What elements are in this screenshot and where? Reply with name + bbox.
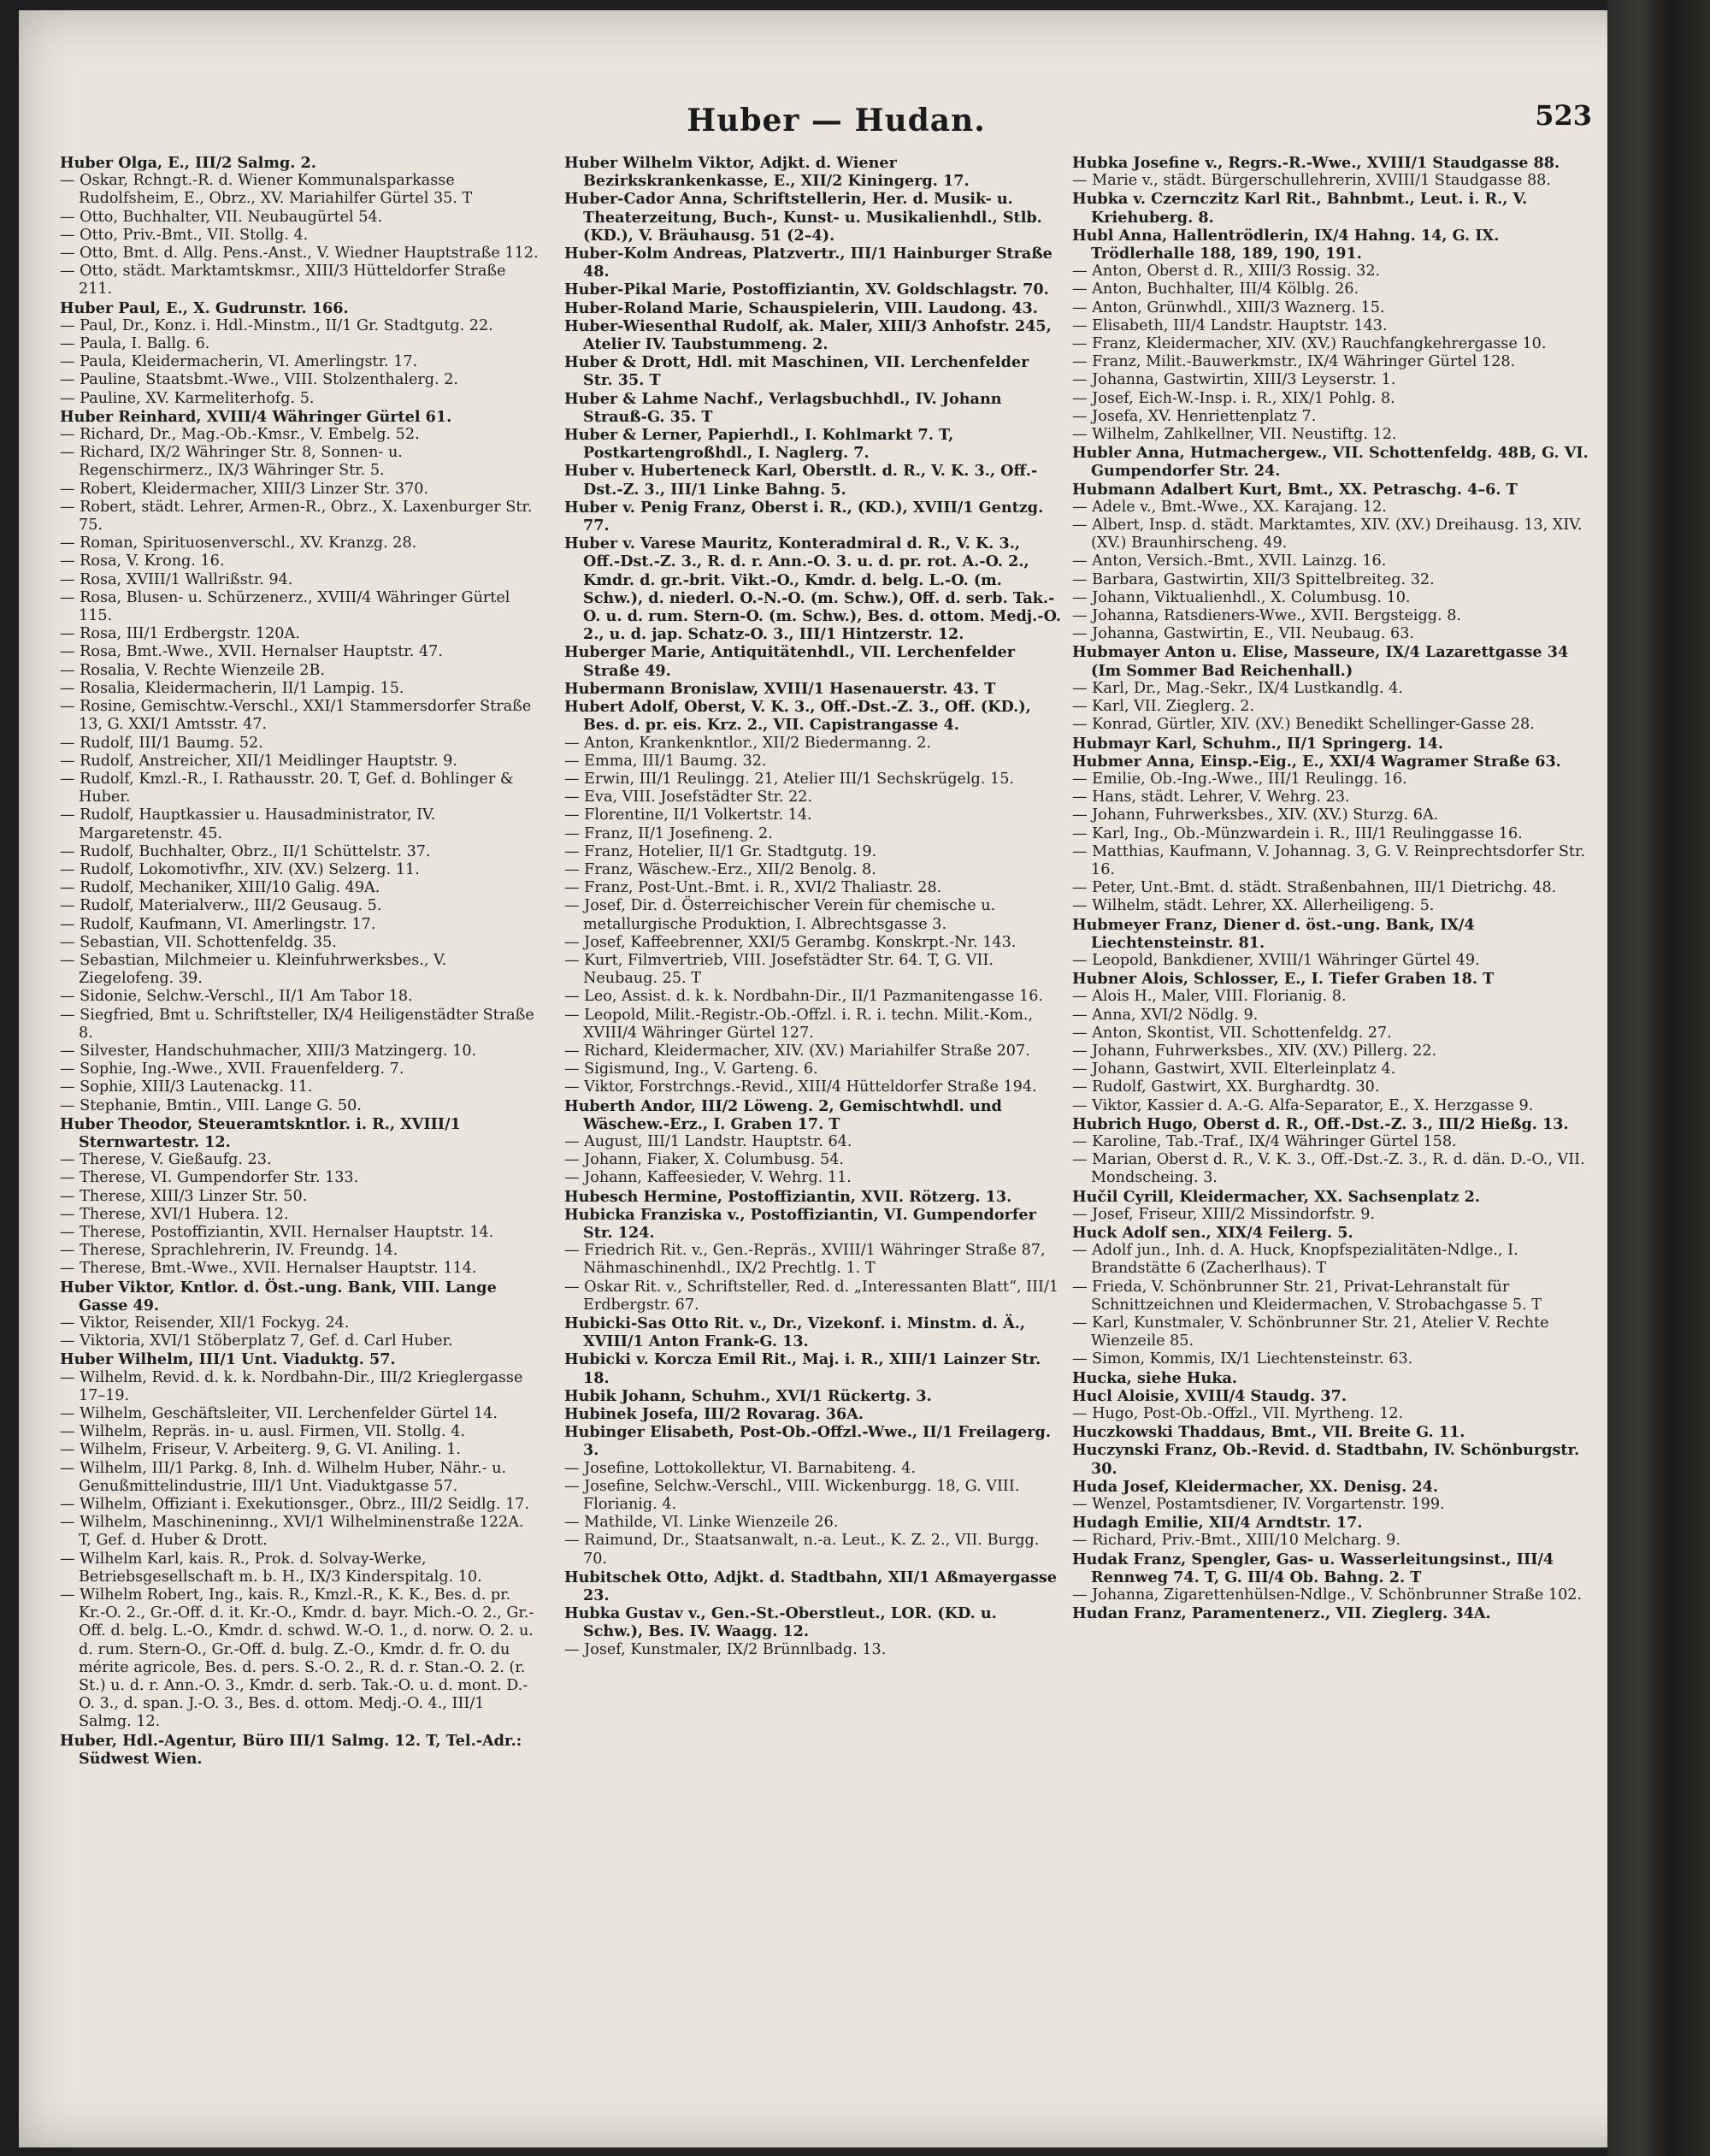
directory-entry: — Rudolf, Buchhalter, Obrz., II/1 Schüttelstr. 37. <box>60 842 431 860</box>
directory-entry: — Karl, Dr., Mag.-Sekr., IX/4 Lustkandlg. 4. <box>1072 679 1403 697</box>
directory-entry: — Josef, Kaffeebrenner, XXI/5 Gerambg. Konskrpt.-Nr. 143. <box>564 933 1017 951</box>
directory-entry: Hubmayer Anton u. Elise, Masseure, IX/4 Lazarettgasse 34 (Im Sommer Bad Reichenhall.) <box>1072 643 1569 680</box>
directory-entry: — Erwin, III/1 Reulingg. 21, Atelier III/1 Sechskrügelg. 15. <box>564 770 1014 788</box>
directory-entry: — Franz, Post-Unt.-Bmt. i. R., XVI/2 Thaliastr. 28. <box>564 879 942 897</box>
directory-entry: — Karl, Ing., Ob.-Münzwardein i. R., III/1 Reulinggasse 16. <box>1072 824 1523 842</box>
directory-entry: Hubicki-Sas Otto Rit. v., Dr., Vizekonf. i. Minstm. d. Ä., XVIII/1 Anton Frank-G. 13. <box>564 1314 1026 1351</box>
directory-entry: — Rosa, III/1 Erdbergstr. 120A. <box>60 625 300 643</box>
directory-entry: Huber Theodor, Steueramtskntlor. i. R., XVIII/1 Sternwartestr. 12. <box>60 1114 461 1151</box>
directory-entry: Hubka v. Czernczitz Karl Rit., Bahnbmt., Leut. i. R., V. Kriehuberg. 8. <box>1072 190 1528 227</box>
directory-entry: — Frieda, V. Schönbrunner Str. 21, Privat-Lehranstalt für Schnittzeichnen und Kleidermachen, V. Strobachgasse 5. T <box>1072 1278 1542 1314</box>
directory-entry: — Karl, Kunstmaler, V. Schönbrunner Str. 21, Atelier V. Rechte Wienzeile 85. <box>1072 1314 1549 1350</box>
directory-entry: — Rosalia, Kleidermacherin, II/1 Lampig. 15. <box>60 679 404 697</box>
directory-entry: — Wilhelm, Zahlkellner, VII. Neustiftg. 12. <box>1072 426 1397 444</box>
directory-entry: — Franz, II/1 Josefineng. 2. <box>564 824 773 842</box>
directory-entry: — Viktor, Kassier d. A.-G. Alfa-Separator, E., X. Herzgasse 9. <box>1072 1096 1534 1114</box>
directory-entry: — Richard, Kleidermacher, XIV. (XV.) Mariahilfer Straße 207. <box>564 1042 1030 1060</box>
directory-entry: Hubmayr Karl, Schuhm., II/1 Springerg. 14. <box>1072 734 1443 753</box>
directory-entry: — Therese, Bmt.-Wwe., XVII. Hernalser Hauptstr. 114. <box>60 1260 477 1278</box>
running-title: Huber — Hudan. <box>687 103 986 139</box>
directory-entry: — Rudolf, III/1 Baumg. 52. <box>60 734 263 752</box>
directory-entry: — Rudolf, Kmzl.-R., I. Rathausstr. 20. T, Gef. d. Bohlinger & Huber. <box>60 770 514 806</box>
directory-entry: — Josef, Eich-W.-Insp. i. R., XIX/1 Pohlg. 8. <box>1072 389 1395 407</box>
directory-entry: Hubitschek Otto, Adjkt. d. Stadtbahn, XII/1 Aßmayergasse 23. <box>564 1568 1057 1605</box>
directory-entry: — Wilhelm, Revid. d. k. k. Nordbahn-Dir., III/2 Krieglergasse 17–19. <box>60 1368 523 1404</box>
directory-entry: Hubesch Hermine, Postoffiziantin, XVII. Rötzerg. 13. <box>564 1187 1012 1206</box>
directory-entry: — Elisabeth, III/4 Landstr. Hauptstr. 143. <box>1072 316 1388 334</box>
directory-entry: — Therese, XVI/1 Hubera. 12. <box>60 1205 289 1223</box>
directory-entry: — Franz, Milit.-Bauwerkmstr., IX/4 Währinger Gürtel 128. <box>1072 353 1516 371</box>
directory-entry: — Siegfried, Bmt u. Schriftsteller, IX/4 Heiligenstädter Straße 8. <box>60 1006 534 1042</box>
directory-entry: Huber v. Huberteneck Karl, Oberstlt. d. R., V. K. 3., Off.-Dst.-Z. 3., III/1 Linke Bahng. 5. <box>564 462 1038 499</box>
directory-entry: — Anton, Oberst d. R., XIII/3 Rossig. 32. <box>1072 263 1381 281</box>
directory-entry: Hubinger Elisabeth, Post-Ob.-Offzl.-Wwe., II/1 Freilagerg. 3. <box>564 1423 1051 1460</box>
directory-entry: Huber Reinhard, XVIII/4 Währinger Gürtel 61. <box>60 407 452 426</box>
directory-entry: Huberth Andor, III/2 Löweng. 2, Gemischtwhdl. und Wäschew.-Erz., I. Graben 17. T <box>564 1096 1002 1133</box>
directory-entry: — Viktor, Forstrchngs.-Revid., XIII/4 Hütteldorfer Straße 194. <box>564 1078 1037 1096</box>
directory-entry: — Barbara, Gastwirtin, XII/3 Spittelbreiteg. 32. <box>1072 570 1435 588</box>
directory-entry: — Hans, städt. Lehrer, V. Wehrg. 23. <box>1072 789 1350 806</box>
directory-entry: — Johanna, Gastwirtin, XIII/3 Leyserstr. 1. <box>1072 371 1396 389</box>
directory-entry: Huber & Drott, Hdl. mit Maschinen, VII. Lerchenfelder Str. 35. T <box>564 353 1029 390</box>
directory-entry: Hubmeyer Franz, Diener d. öst.-ung. Bank, IX/4 Liechtensteinstr. 81. <box>1072 915 1475 952</box>
directory-entry: — Josef, Friseur, XIII/2 Missindorfstr. 9. <box>1072 1205 1376 1223</box>
directory-entry: — Wilhelm, städt. Lehrer, XX. Allerheiligeng. 5. <box>1072 897 1435 915</box>
directory-entry: — Wenzel, Postamtsdiener, IV. Vorgartenstr. 199. <box>1072 1496 1445 1514</box>
directory-entry: Hubermann Bronislaw, XVIII/1 Hasenauerstr. 43. T <box>564 679 996 698</box>
directory-page <box>19 10 1654 2147</box>
directory-entry: — Wilhelm, Friseur, V. Arbeiterg. 9, G. VI. Aniling. 1. <box>60 1441 462 1459</box>
directory-entry: — Rosa, Blusen- u. Schürzenerz., XVIII/4 Währinger Gürtel 115. <box>60 588 510 625</box>
directory-entry: — Rosa, V. Krong. 16. <box>60 552 225 570</box>
directory-entry: — Rudolf, Kaufmann, VI. Amerlingstr. 17. <box>60 915 376 933</box>
directory-entry: — Johanna, Gastwirtin, E., VII. Neubaug. 63. <box>1072 625 1415 643</box>
directory-entry: — Paul, Dr., Konz. i. Hdl.-Minstm., II/1 Gr. Stadtgutg. 22. <box>60 316 493 334</box>
directory-entry: — Franz, Wäschew.-Erz., XII/2 Benolg. 8. <box>564 860 876 878</box>
directory-entry: Huber Wilhelm, III/1 Unt. Viaduktg. 57. <box>60 1350 396 1369</box>
directory-entry: — Wilhelm, Geschäftsleiter, VII. Lerchenfelder Gürtel 14. <box>60 1405 498 1423</box>
directory-entry: Hubl Anna, Hallentrödlerin, IX/4 Hahng. 14, G. IX. Trödlerhalle 188, 189, 190, 191. <box>1072 226 1500 263</box>
directory-entry: — Josefine, Lottokollektur, VI. Barnabiteng. 4. <box>564 1459 917 1477</box>
directory-entry: Huczkowski Thaddaus, Bmt., VII. Breite G. 11. <box>1072 1423 1465 1442</box>
directory-entry: Hubka Gustav v., Gen.-St.-Oberstleut., LOR. (KD. u. Schw.), Bes. IV. Waagg. 12. <box>564 1604 997 1641</box>
directory-entry: — Johanna, Zigarettenhülsen-Ndlge., V. Schönbrunner Straße 102. <box>1072 1586 1583 1604</box>
directory-entry: — Karoline, Tab.-Traf., IX/4 Währinger Gürtel 158. <box>1072 1132 1457 1150</box>
directory-entry: — Kurt, Filmvertrieb, VIII. Josefstädter Str. 64. T, G. VII. Neubaug. 25. T <box>564 951 994 988</box>
directory-entry: Huber-Kolm Andreas, Platzvertr., III/1 Hainburger Straße 48. <box>564 245 1053 281</box>
directory-entry: — Pauline, XV. Karmeliterhofg. 5. <box>60 389 315 407</box>
directory-entry: — Silvester, Handschuhmacher, XIII/3 Matzingerg. 10. <box>60 1042 477 1060</box>
page-header <box>19 99 1654 145</box>
directory-entry: Huberger Marie, Antiquitätenhdl., VII. Lerchenfelder Straße 49. <box>564 643 1016 680</box>
directory-entry: — Richard, IX/2 Währinger Str. 8, Sonnen- u. Regenschirmerz., IX/3 Währinger Str. 5. <box>60 444 403 480</box>
directory-entry: — Stephanie, Bmtin., VIII. Lange G. 50. <box>60 1096 362 1114</box>
directory-entry: Huber-Pikal Marie, Postoffiziantin, XV. Goldschlagstr. 70. <box>564 281 1049 299</box>
directory-entry: — Anton, Buchhalter, III/4 Kölblg. 26. <box>1072 281 1359 298</box>
directory-entry: — Viktoria, XVI/1 Stöberplatz 7, Gef. d. Carl Huber. <box>60 1332 453 1350</box>
directory-entry: — Paula, I. Ballg. 6. <box>60 335 210 353</box>
directory-entry: — Konrad, Gürtler, XIV. (XV.) Benedikt Schellinger-Gasse 28. <box>1072 716 1535 734</box>
directory-entry: Hucka, siehe Huka. <box>1072 1368 1237 1387</box>
directory-entry: — Richard, Priv.-Bmt., XIII/10 Melcharg. 9. <box>1072 1532 1400 1550</box>
directory-entry: — Rosine, Gemischtw.-Verschl., XXI/1 Stammersdorfer Straße 13, G. XXI/1 Amtsstr. 47. <box>60 698 532 734</box>
directory-entry: — Sebastian, Milchmeier u. Kleinfuhrwerksbes., V. Ziegelofeng. 39. <box>60 951 447 988</box>
directory-entry: — Rudolf, Mechaniker, XIII/10 Galig. 49A. <box>60 879 380 897</box>
directory-entry: — Franz, Kleidermacher, XIV. (XV.) Rauchfangkehrergasse 10. <box>1072 335 1547 353</box>
directory-entry: Hudan Franz, Paramentenerz., VII. Zieglerg. 34A. <box>1072 1604 1491 1623</box>
directory-entry: Huber Viktor, Kntlor. d. Öst.-ung. Bank, VIII. Lange Gasse 49. <box>60 1278 497 1314</box>
directory-entry: Huber Olga, E., III/2 Salmg. 2. <box>60 154 316 172</box>
directory-entry: Huber & Lahme Nachf., Verlagsbuchhdl., IV. Johann Strauß-G. 35. T <box>564 389 1002 426</box>
directory-entry: Hubmer Anna, Einsp.-Eig., E., XXI/4 Wagramer Straße 63. <box>1072 752 1561 771</box>
directory-entry: Huber-Roland Marie, Schauspielerin, VIII. Laudong. 43. <box>564 298 1038 317</box>
directory-entry: — Oskar, Rchngt.-R. d. Wiener Kommunalsparkasse Rudolfsheim, E., Obrz., XV. Mariahilfer Gürtel 35. T <box>60 172 473 208</box>
directory-entry: — Hugo, Post-Ob.-Offzl., VII. Myrtheng. 12. <box>1072 1405 1404 1423</box>
directory-entry: — Otto, Bmt. d. Allg. Pens.-Anst., V. Wiedner Hauptstraße 112. <box>60 245 539 263</box>
directory-entry: — Leopold, Milit.-Registr.-Ob.-Offzl. i. R. i. techn. Milit.-Kom., XVIII/4 Währinger Gürtel 127. <box>564 1006 1034 1042</box>
directory-entry: — Eva, VIII. Josefstädter Str. 22. <box>564 789 813 806</box>
directory-entry: — Anton, Versich.-Bmt., XVII. Lainzg. 16. <box>1072 552 1387 570</box>
directory-entry: Huczynski Franz, Ob.-Revid. d. Stadtbahn, IV. Schönburgstr. 30. <box>1072 1441 1580 1478</box>
directory-entry: Hubner Alois, Schlosser, E., I. Tiefer Graben 18. T <box>1072 970 1495 989</box>
directory-entry: Hučil Cyrill, Kleidermacher, XX. Sachsenplatz 2. <box>1072 1187 1481 1206</box>
directory-entry: Huber & Lerner, Papierhdl., I. Kohlmarkt 7. T, Postkartengroßhdl., I. Naglerg. 7. <box>564 426 954 463</box>
directory-entry: — Simon, Kommis, IX/1 Liechtensteinstr. 63. <box>1072 1350 1413 1368</box>
directory-entry: — Johann, Fuhrwerksbes., XIV. (XV.) Pillerg. 22. <box>1072 1042 1437 1060</box>
directory-entry: — Otto, Buchhalter, VII. Neubaugürtel 54. <box>60 208 383 226</box>
directory-entry: — Rudolf, Materialverw., III/2 Geusaug. 5. <box>60 897 382 915</box>
page-number: 523 <box>1535 99 1592 132</box>
directory-entry: — Leopold, Bankdiener, XVIII/1 Währinger Gürtel 49. <box>1072 951 1480 969</box>
directory-entry: — Anton, Grünwhdl., XIII/3 Waznerg. 15. <box>1072 298 1385 316</box>
directory-entry: — Wilhelm Robert, Ing., kais. R., Kmzl.-R., K. K., Bes. d. pr. Kr.-O. 2., Gr.-Off. d. it. Kr.-O., Kmdr. d. bayr. Mich.-O. 2., Gr.-Off. d. belg. L.-O., Kmdr. d. schwd. W.-O. 1., d. norw. O. 2. u. d. rum. Stern-O., Gr.-Off. d. bulg. Z.-O., Kmdr. d. fr. O. du mérite agricole, Bes. d. pers. S.-O. 2., R. d. r. Stan.-O. 2. (r. St.) u. d. r. Ann.-O. 3., Kmdr. d. serb. Tak.-O. u. d. mont. D.-O. 3., d. span. J.-O. 3., Bes. d. ottom. Medj.-O. 4., III/1 Salmg. 12. <box>60 1586 534 1731</box>
directory-entry: Huber v. Varese Mauritz, Konteradmiral d. R., V. K. 3., Off.-Dst.-Z. 3., R. d. r. Ann.-O. 3. u. d. pr. rot. A.-O. 2., Kmdr. d. gr.-brit. Vikt.-O., Kmdr. d. belg. L.-O. (m. Schw.), d. niederl. O.-N.-O. (m. Schw.), Off. d. serb. Tak.-O. u. d. rum. Stern-O. (m. Schw.), Bes. d. ottom. Medj.-O. 2., u. d. jap. Schatz-O. 3., III/1 Hintzerstr. 12. <box>564 535 1062 644</box>
directory-entry: Hubler Anna, Hutmachergew., VII. Schottenfeldg. 48B, G. VI. Gumpendorfer Str. 24. <box>1072 444 1589 481</box>
directory-entry: Huber v. Penig Franz, Oberst i. R., (KD.), XVIII/1 Gentzg. 77. <box>564 498 1044 535</box>
directory-entry: — Leo, Assist. d. k. k. Nordbahn-Dir., II/1 Pazmanitengasse 16. <box>564 988 1044 1006</box>
column-1 <box>60 154 539 2138</box>
directory-entry: Hubik Johann, Schuhm., XVI/1 Rückertg. 3. <box>564 1386 932 1405</box>
directory-entry: — Wilhelm Karl, kais. R., Prok. d. Solvay-Werke, Betriebsgesellschaft m. b. H., IX/3 Kinderspitalg. 10. <box>60 1550 482 1586</box>
directory-entry: Huber, Hdl.-Agentur, Büro III/1 Salmg. 12. T, Tel.-Adr.: Südwest Wien. <box>60 1731 522 1768</box>
directory-entry: — Anna, XVI/2 Nödlg. 9. <box>1072 1006 1259 1024</box>
directory-entry: — August, III/1 Landstr. Hauptstr. 64. <box>564 1132 852 1150</box>
directory-entry: — Therese, V. Gießaufg. 23. <box>60 1151 272 1169</box>
directory-entry: — Otto, städt. Marktamtskmsr., XIII/3 Hütteldorfer Straße 211. <box>60 263 506 298</box>
directory-entry: — Johann, Fuhrwerksbes., XIV. (XV.) Sturzg. 6A. <box>1072 806 1439 824</box>
directory-entry: — Oskar Rit. v., Schriftsteller, Red. d. „Interessanten Blatt“, III/1 Erdbergstr. 67. <box>564 1278 1059 1314</box>
column-2 <box>564 154 1062 2138</box>
directory-entry: — Therese, Postoffiziantin, XVII. Hernalser Hauptstr. 14. <box>60 1223 494 1241</box>
directory-entry: — Rosa, Bmt.-Wwe., XVII. Hernalser Hauptstr. 47. <box>60 643 443 661</box>
directory-entry: — Emilie, Ob.-Ing.-Wwe., III/1 Reulingg. 16. <box>1072 770 1407 788</box>
directory-entry: — Robert, Kleidermacher, XIII/3 Linzer Str. 370. <box>60 480 429 498</box>
directory-entry: — Roman, Spirituosenverschl., XV. Kranzg. 28. <box>60 535 417 552</box>
directory-entry: — Sophie, Ing.-Wwe., XVII. Frauenfelderg. 7. <box>60 1060 404 1078</box>
directory-entry: — Johann, Kaffeesieder, V. Wehrg. 11. <box>564 1169 852 1187</box>
directory-entry: — Otto, Priv.-Bmt., VII. Stollg. 4. <box>60 226 309 244</box>
directory-entry: — Therese, XIII/3 Linzer Str. 50. <box>60 1187 308 1205</box>
directory-entry: Huber-Cador Anna, Schriftstellerin, Her. d. Musik- u. Theaterzeitung, Buch-, Kunst- u. Musikalienhdl., Stlb. (KD.), V. Bräuhausg. 51 (2–4). <box>564 190 1042 245</box>
directory-entry: — Paula, Kleidermacherin, VI. Amerlingstr. 17. <box>60 353 418 371</box>
directory-entry: — Josef, Dir. d. Österreichischer Verein für chemische u. metallurgische Produktion, I. Albrechtsgasse 3. <box>564 897 996 933</box>
directory-entry: Huber Wilhelm Viktor, Adjkt. d. Wiener Bezirkskrankenkasse, E., XII/2 Kiningerg. 17. <box>564 154 970 191</box>
directory-entry: — Rudolf, Hauptkassier u. Hausadministrator, IV. Margaretenstr. 45. <box>60 806 436 842</box>
directory-entry: — Raimund, Dr., Staatsanwalt, n.-a. Leut., K. Z. 2., VII. Burgg. 70. <box>564 1532 1040 1568</box>
directory-entry: Hubka Josefine v., Regrs.-R.-Wwe., XVIII/1 Staudgasse 88. <box>1072 154 1560 172</box>
column-3 <box>1072 154 1592 2138</box>
directory-entry: — Anton, Krankenkntlor., XII/2 Biedermanng. 2. <box>564 734 931 752</box>
directory-entry: — Alois H., Maler, VIII. Florianig. 8. <box>1072 988 1347 1006</box>
directory-entry: — Anton, Skontist, VII. Schottenfeldg. 27. <box>1072 1024 1392 1042</box>
directory-entry: Hucl Aloisie, XVIII/4 Staudg. 37. <box>1072 1386 1347 1405</box>
directory-entry: — Rosalia, V. Rechte Wienzeile 2B. <box>60 661 326 679</box>
directory-entry: — Wilhelm, Maschineninng., XVI/1 Wilhelminenstraße 122A. T, Gef. d. Huber & Drott. <box>60 1514 524 1550</box>
directory-entry: — Josef, Kunstmaler, IX/2 Brünnlbadg. 13. <box>564 1640 887 1658</box>
directory-entry: — Marie v., städt. Bürgerschullehrerin, XVIII/1 Staudgasse 88. <box>1072 172 1551 190</box>
directory-entry: Huck Adolf sen., XIX/4 Feilerg. 5. <box>1072 1223 1353 1242</box>
directory-entry: — Karl, VII. Zieglerg. 2. <box>1072 698 1255 716</box>
directory-entry: — Johann, Gastwirt, XVII. Elterleinplatz 4. <box>1072 1060 1396 1078</box>
directory-entry: — Adele v., Bmt.-Wwe., XX. Karajang. 12. <box>1072 498 1387 516</box>
directory-entry: Hubinek Josefa, III/2 Rovarag. 36A. <box>564 1405 864 1424</box>
directory-entry: Huber-Wiesenthal Rudolf, ak. Maler, XIII/3 Anhofstr. 245, Atelier IV. Taubstummeng. 2. <box>564 316 1052 354</box>
directory-entry: — Therese, VI. Gumpendorfer Str. 133. <box>60 1169 359 1187</box>
directory-entry: — Mathilde, VI. Linke Wienzeile 26. <box>564 1514 839 1532</box>
directory-entry: — Sebastian, VII. Schottenfeldg. 35. <box>60 933 337 951</box>
directory-entry: — Sophie, XIII/3 Lautenackg. 11. <box>60 1078 313 1096</box>
directory-entry: — Rosa, XVIII/1 Wallrißstr. 94. <box>60 570 293 588</box>
directory-entry: — Josefine, Selchw.-Verschl., VIII. Wickenburgg. 18, G. VIII. Florianig. 4. <box>564 1477 1020 1514</box>
directory-entry: Huber Paul, E., X. Gudrunstr. 166. <box>60 298 349 317</box>
directory-entry: Hubrich Hugo, Oberst d. R., Off.-Dst.-Z. 3., III/2 Hießg. 13. <box>1072 1114 1569 1133</box>
directory-entry: — Friedrich Rit. v., Gen.-Repräs., XVIII/1 Währinger Straße 87, Nähmaschinenhdl., IX/2 Prechtlg. 1. T <box>564 1242 1046 1278</box>
directory-entry: Hudagh Emilie, XII/4 Arndtstr. 17. <box>1072 1514 1363 1533</box>
directory-entry: — Rudolf, Lokomotivfhr., XIV. (XV.) Selzerg. 11. <box>60 860 420 878</box>
directory-entry: Hubmann Adalbert Kurt, Bmt., XX. Petraschg. 4–6. T <box>1072 480 1518 499</box>
directory-entry: Hubicka Franziska v., Postoffiziantin, VI. Gumpendorfer Str. 124. <box>564 1205 1036 1242</box>
directory-entry: — Marian, Oberst d. R., V. K. 3., Off.-Dst.-Z. 3., R. d. dän. D.-O., VII. Mondscheing. 3. <box>1072 1151 1585 1187</box>
directory-entry: — Johanna, Ratsdieners-Wwe., XVII. Bergsteigg. 8. <box>1072 607 1461 625</box>
directory-entry: — Robert, städt. Lehrer, Armen-R., Obrz., X. Laxenburger Str. 75. <box>60 498 533 535</box>
directory-entry: — Therese, Sprachlehrerin, IV. Freundg. 14. <box>60 1242 398 1260</box>
directory-entry: — Rudolf, Anstreicher, XII/1 Meidlinger Hauptstr. 9. <box>60 752 457 770</box>
directory-entry: Hubicki v. Korcza Emil Rit., Maj. i. R., XIII/1 Lainzer Str. 18. <box>564 1350 1041 1387</box>
directory-entry: — Josefa, XV. Henriettenplatz 7. <box>1072 407 1317 425</box>
directory-entry: — Albert, Insp. d. städt. Marktamtes, XIV. (XV.) Dreihausg. 13, XIV. (XV.) Braunhirscheng. 49. <box>1072 517 1583 552</box>
directory-entry: — Johann, Fiaker, X. Columbusg. 54. <box>564 1151 845 1169</box>
directory-entry: — Sidonie, Selchw.-Verschl., II/1 Am Tabor 18. <box>60 988 413 1006</box>
directory-entry: Hubert Adolf, Oberst, V. K. 3., Off.-Dst.-Z. 3., Off. (KD.), Bes. d. pr. eis. Krz. 2., VII. Capistrangasse 4. <box>564 698 1031 735</box>
directory-entry: Hudak Franz, Spengler, Gas- u. Wasserleitungsinst., III/4 Rennweg 74. T, G. III/4 Ob. Bahng. 2. T <box>1072 1550 1554 1586</box>
directory-entry: — Florentine, II/1 Volkertstr. 14. <box>564 806 812 824</box>
directory-entry: — Adolf jun., Inh. d. A. Huck, Knopfspezialitäten-Ndlge., I. Brandstätte 6 (Zacherlhaus). T <box>1072 1242 1518 1278</box>
directory-entry: — Johann, Viktualienhdl., X. Columbusg. 10. <box>1072 588 1411 606</box>
book-page-edge <box>1607 0 1710 2156</box>
directory-entry: — Franz, Hotelier, II/1 Gr. Stadtgutg. 19. <box>564 842 877 860</box>
directory-entry: — Richard, Dr., Mag.-Ob.-Kmsr., V. Embelg. 52. <box>60 426 420 444</box>
directory-entry: — Sigismund, Ing., V. Garteng. 6. <box>564 1060 818 1078</box>
directory-entry: — Pauline, Staatsbmt.-Wwe., VIII. Stolzenthalerg. 2. <box>60 371 459 389</box>
directory-entry: — Wilhelm, Repräs. in- u. ausl. Firmen, VII. Stollg. 4. <box>60 1423 466 1441</box>
directory-entry: — Rudolf, Gastwirt, XX. Burghardtg. 30. <box>1072 1078 1380 1096</box>
directory-entry: — Viktor, Reisender, XII/1 Fockyg. 24. <box>60 1314 350 1332</box>
directory-entry: Huda Josef, Kleidermacher, XX. Denisg. 24. <box>1072 1477 1438 1496</box>
directory-entry: — Matthias, Kaufmann, V. Johannag. 3, G. V. Reinprechtsdorfer Str. 16. <box>1072 842 1586 878</box>
directory-entry: — Peter, Unt.-Bmt. d. städt. Straßenbahnen, III/1 Dietrichg. 48. <box>1072 879 1557 897</box>
directory-entry: — Wilhelm, III/1 Parkg. 8, Inh. d. Wilhelm Huber, Nähr.- u. Genußmittelindustrie, III/1 Unt. Viaduktgasse 57. <box>60 1459 507 1495</box>
directory-entry: — Wilhelm, Offiziant i. Exekutionsger., Obrz., III/2 Seidlg. 17. <box>60 1496 530 1514</box>
directory-entry: — Emma, III/1 Baumg. 32. <box>564 752 767 770</box>
